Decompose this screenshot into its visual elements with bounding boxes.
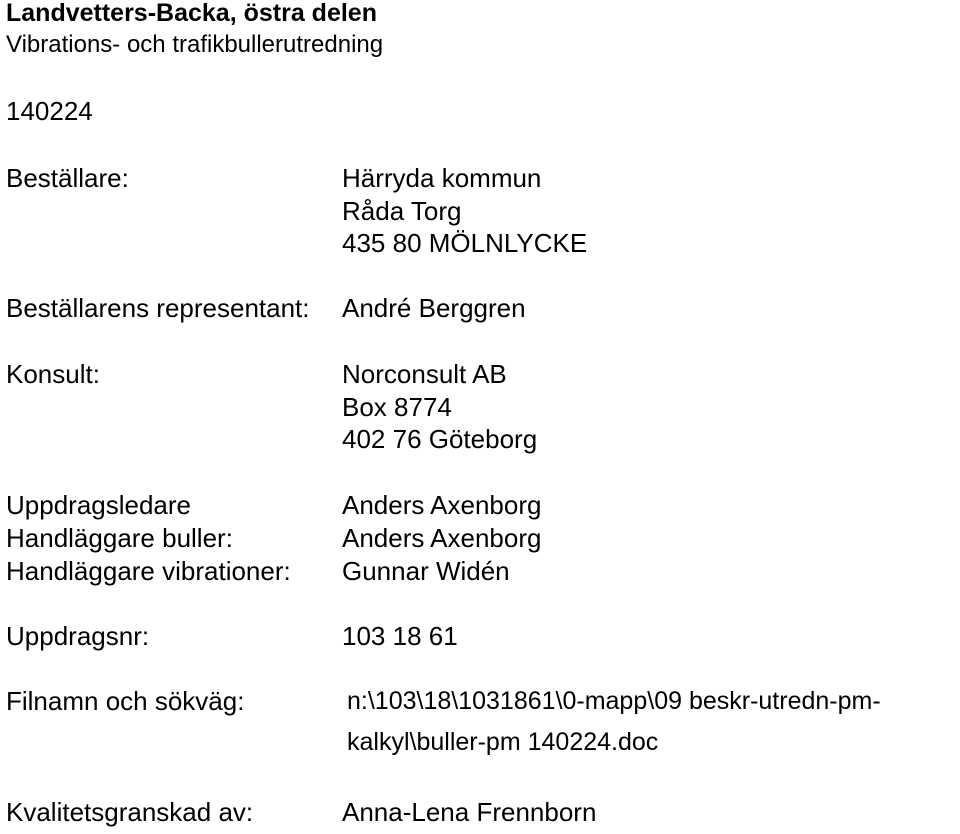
review-label: Kvalitetsgranskad av: xyxy=(6,797,254,827)
staff-label-vibration: Handläggare vibrationer: xyxy=(6,556,291,586)
review-value: Anna-Lena Frennborn xyxy=(342,797,597,827)
consultant-postal: 402 76 Göteborg xyxy=(342,424,538,454)
file-label: Filnamn och sökväg: xyxy=(6,686,245,716)
document-date: 140224 xyxy=(6,96,93,126)
client-address: Råda Torg xyxy=(342,196,462,226)
client-label: Beställare: xyxy=(6,163,129,193)
staff-value-vibration: Gunnar Widén xyxy=(342,556,510,586)
client-rep-label: Beställarens representant: xyxy=(6,293,310,323)
client-name: Härryda kommun xyxy=(342,163,542,193)
document-subtitle: Vibrations- och trafikbullerutredning xyxy=(6,31,384,58)
staff-label-project-manager: Uppdragsledare xyxy=(6,490,192,520)
staff-value-project-manager: Anders Axenborg xyxy=(342,490,542,520)
file-path-line-1: n:\103\18\1031861\0-mapp\09 beskr-utredn-pm- xyxy=(347,687,881,715)
consultant-label: Konsult: xyxy=(6,359,100,389)
file-path-line-2: kalkyl\buller-pm 140224.doc xyxy=(347,728,659,756)
document-title: Landvetters-Backa, östra delen xyxy=(6,0,377,27)
staff-label-noise: Handläggare buller: xyxy=(6,523,233,553)
staff-value-noise: Anders Axenborg xyxy=(342,523,542,553)
consultant-address: Box 8774 xyxy=(342,392,452,422)
consultant-name: Norconsult AB xyxy=(342,359,507,389)
assignment-value: 103 18 61 xyxy=(342,621,458,651)
client-postal: 435 80 MÖLNLYCKE xyxy=(342,228,588,258)
client-rep-value: André Berggren xyxy=(342,293,526,323)
assignment-label: Uppdragsnr: xyxy=(6,621,150,651)
